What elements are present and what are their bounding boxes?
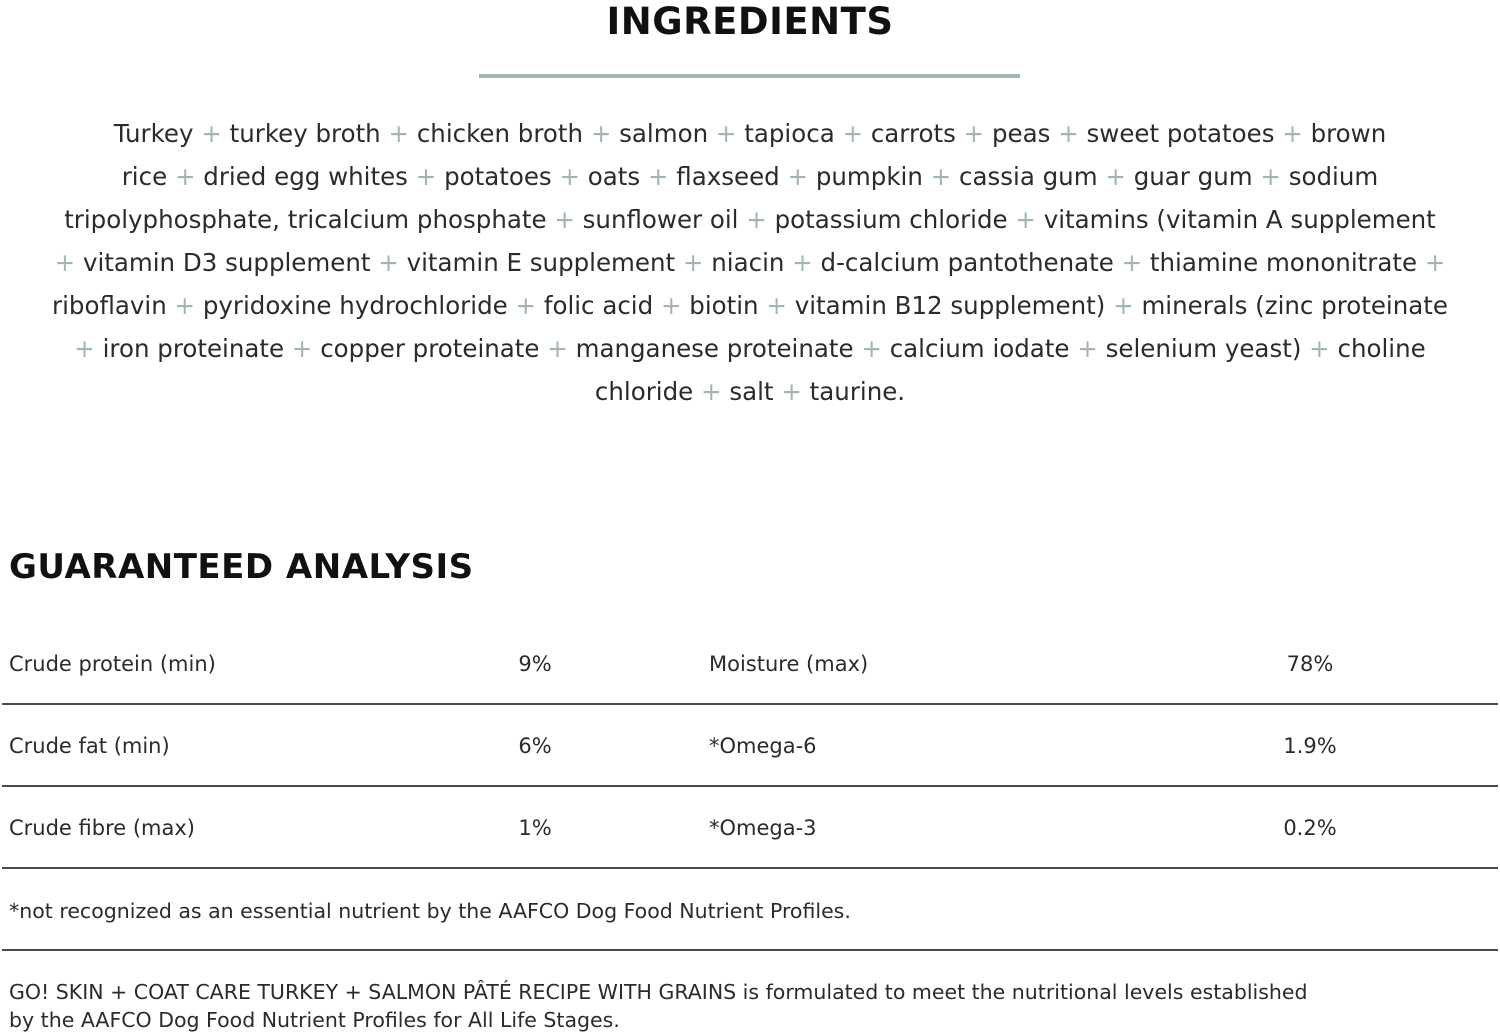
nutrient-value: 1%: [518, 816, 552, 840]
ingredient-item: folic acid: [543, 291, 654, 320]
ingredient-item: sodium: [1288, 162, 1379, 191]
ingredients-line: [0, 327, 1500, 370]
statement-line: by the AAFCO Dog Food Nutrient Profiles for All Life Stages.: [9, 1008, 620, 1032]
plus-separator: +: [1282, 119, 1303, 148]
plus-separator: +: [378, 248, 399, 277]
nutrient-value: 6%: [518, 734, 552, 758]
ingredient-item: d-calcium pantothenate: [820, 248, 1114, 277]
ingredient-item: sweet potatoes: [1086, 119, 1275, 148]
ingredients-list: [0, 112, 1500, 413]
plus-separator: +: [291, 334, 313, 363]
statement-line: GO! SKIN + COAT CARE TURKEY + SALMON PÂTÉ RECIPE WITH GRAINS is formulated to meet the nutritional levels established: [9, 980, 1308, 1004]
ingredient-item: taurine.: [809, 377, 906, 406]
ingredient-item: turkey broth: [229, 119, 381, 148]
plus-separator: +: [787, 162, 809, 191]
plus-separator: +: [1105, 162, 1126, 191]
ingredients-line: [0, 112, 1500, 155]
ingredient-item: manganese proteinate: [575, 334, 854, 363]
plus-separator: +: [701, 377, 722, 406]
nutrient-label: Crude protein (min): [9, 652, 216, 676]
ingredient-item: oats: [587, 162, 641, 191]
footnote: *not recognized as an essential nutrient by the AAFCO Dog Food Nutrient Profiles.: [9, 899, 851, 923]
ingredient-item: tripolyphosphate, tricalcium phosphate: [64, 205, 547, 234]
nutrient-value: 9%: [518, 652, 552, 676]
ingredient-item: niacin: [711, 248, 785, 277]
ingredient-item: biotin: [689, 291, 759, 320]
ingredient-item: tapioca: [744, 119, 835, 148]
plus-separator: +: [554, 205, 575, 234]
plus-separator: +: [682, 248, 704, 277]
ingredient-item: pyridoxine hydrochloride: [202, 291, 508, 320]
ingredient-item: guar gum: [1133, 162, 1253, 191]
plus-separator: +: [559, 162, 580, 191]
plus-separator: +: [1309, 334, 1330, 363]
ingredient-item: carrots: [870, 119, 956, 148]
analysis-title: GUARANTEED ANALYSIS: [9, 547, 474, 587]
plus-separator: +: [1424, 248, 1446, 277]
plus-separator: +: [660, 291, 682, 320]
ingredient-item: cassia gum: [959, 162, 1098, 191]
ingredients-line: [0, 155, 1500, 198]
ingredient-item: chicken broth: [416, 119, 584, 148]
row-divider: [2, 867, 1498, 869]
plus-separator: +: [174, 291, 196, 320]
plus-separator: +: [647, 162, 669, 191]
ingredient-item: selenium yeast): [1105, 334, 1302, 363]
plus-separator: +: [715, 119, 737, 148]
plus-separator: +: [1077, 334, 1098, 363]
plus-separator: +: [766, 291, 787, 320]
analysis-row: [0, 705, 1500, 787]
nutrient-label: Moisture (max): [709, 652, 869, 676]
plus-separator: +: [746, 205, 767, 234]
ingredient-item: dried egg whites: [203, 162, 408, 191]
ingredient-item: peas: [991, 119, 1051, 148]
plus-separator: +: [74, 334, 95, 363]
ingredients-line: [0, 241, 1500, 284]
ingredients-underline: [479, 74, 1020, 78]
plus-separator: +: [547, 334, 568, 363]
plus-separator: +: [1113, 291, 1134, 320]
ingredient-item: rice: [121, 162, 168, 191]
plus-separator: +: [54, 248, 76, 277]
ingredient-item: vitamin D3 supplement: [82, 248, 371, 277]
plus-separator: +: [174, 162, 196, 191]
plus-separator: +: [792, 248, 813, 277]
ingredient-item: potassium chloride: [774, 205, 1008, 234]
plus-separator: +: [515, 291, 537, 320]
plus-separator: +: [415, 162, 437, 191]
ingredient-item: brown: [1310, 119, 1387, 148]
plus-separator: +: [963, 119, 985, 148]
analysis-row: [0, 787, 1500, 869]
ingredient-item: Turkey: [113, 119, 194, 148]
plus-separator: +: [1015, 205, 1036, 234]
nutrient-label: Crude fibre (max): [9, 816, 195, 840]
plus-separator: +: [930, 162, 952, 191]
nutrient-value: 78%: [1286, 652, 1334, 676]
ingredient-item: chloride: [594, 377, 694, 406]
ingredients-title: INGREDIENTS: [606, 0, 894, 43]
ingredient-item: vitamin E supplement: [406, 248, 676, 277]
plus-separator: +: [1121, 248, 1143, 277]
nutrient-label: *Omega-3: [709, 816, 817, 840]
ingredient-item: vitamins (vitamin A supplement: [1043, 205, 1436, 234]
row-divider: [2, 949, 1498, 951]
nutrient-value: 1.9%: [1283, 734, 1337, 758]
plus-separator: +: [781, 377, 802, 406]
nutrient-label: *Omega-6: [709, 734, 817, 758]
ingredient-item: salmon: [619, 119, 709, 148]
ingredient-item: vitamin B12 supplement): [794, 291, 1106, 320]
nutrient-value: 0.2%: [1283, 816, 1337, 840]
plus-separator: +: [201, 119, 222, 148]
plus-separator: +: [1058, 119, 1079, 148]
plus-separator: +: [590, 119, 612, 148]
aafco-statement: [9, 978, 1497, 1034]
ingredient-item: flaxseed: [676, 162, 780, 191]
ingredient-item: sunflower oil: [582, 205, 739, 234]
plus-separator: +: [388, 119, 410, 148]
ingredient-item: potatoes: [444, 162, 552, 191]
ingredient-item: iron proteinate: [102, 334, 285, 363]
ingredient-item: minerals (zinc proteinate: [1141, 291, 1448, 320]
plus-separator: +: [1260, 162, 1281, 191]
ingredients-line: [0, 370, 1500, 413]
ingredient-item: thiamine mononitrate: [1149, 248, 1418, 277]
ingredients-line: [0, 198, 1500, 241]
ingredient-item: copper proteinate: [320, 334, 540, 363]
plus-separator: +: [861, 334, 882, 363]
ingredient-item: pumpkin: [815, 162, 923, 191]
analysis-row: [0, 623, 1500, 705]
ingredient-item: salt: [729, 377, 774, 406]
plus-separator: +: [842, 119, 864, 148]
ingredient-item: calcium iodate: [889, 334, 1070, 363]
ingredients-line: [0, 284, 1500, 327]
nutrient-label: Crude fat (min): [9, 734, 170, 758]
ingredient-item: riboflavin: [52, 291, 167, 320]
ingredient-item: choline: [1337, 334, 1426, 363]
